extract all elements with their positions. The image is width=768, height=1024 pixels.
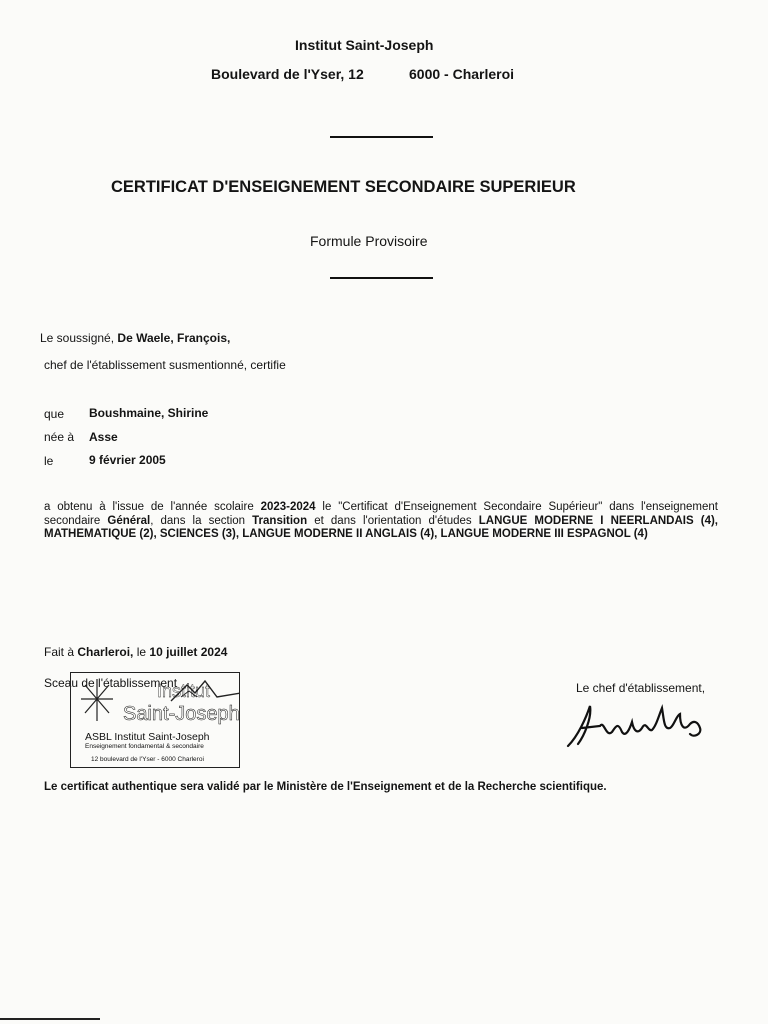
validation-note: Le certificat authentique sera validé par le Ministère de l'Enseignement et de la Recherche scientifique. bbox=[44, 781, 607, 793]
body-part-1: a obtenu à l'issue de l'année scolaire bbox=[44, 501, 254, 513]
stamp-line-1: Institut bbox=[157, 681, 211, 701]
birthdate: 9 février 2005 bbox=[89, 453, 166, 467]
que-label: que bbox=[44, 407, 65, 421]
issued-date: 10 juillet 2024 bbox=[149, 645, 228, 659]
body-part-4: et dans l'orientation d'études bbox=[314, 514, 472, 527]
body-part-2: le "Certificat d'Enseignement Secondaire Supérieur" dans l'enseignement secondaire bbox=[44, 501, 718, 527]
issued-place: Charleroi, bbox=[77, 645, 134, 659]
undersigned-name: De Waele, François, bbox=[117, 331, 231, 345]
orientation: LANGUE MODERNE I NEERLANDAIS (4), MATHEMATIQUE (2), SCIENCES (3), LANGUE MODERNE II ANGLAIS (4), LANGUE MODERNE III ESPAGNOL (4) bbox=[44, 514, 719, 540]
date-label: le bbox=[44, 454, 54, 468]
stamp-line-2: Saint-Joseph bbox=[123, 703, 240, 725]
birthplace: Asse bbox=[89, 430, 118, 444]
seal-label: Sceau de l'établissement bbox=[44, 676, 178, 690]
fait-label: Fait à bbox=[44, 645, 75, 659]
institution-address: Boulevard de l'Yser, 12 bbox=[211, 66, 364, 82]
stamp-star-icon bbox=[77, 675, 117, 725]
student-name: Boushmaine, Shirine bbox=[89, 406, 209, 420]
certificate-subtitle: Formule Provisoire bbox=[310, 233, 428, 249]
undersigned-line bbox=[40, 331, 230, 345]
issued-line bbox=[44, 645, 227, 659]
section: Transition bbox=[252, 514, 308, 527]
institution-name: Institut Saint-Joseph bbox=[295, 37, 434, 53]
signature bbox=[560, 698, 730, 758]
institution-stamp bbox=[70, 672, 240, 768]
education-type: Général bbox=[107, 514, 151, 527]
signature-label: Le chef d'établissement, bbox=[576, 681, 706, 695]
certificate-body bbox=[44, 501, 718, 542]
certificate-title: CERTIFICAT D'ENSEIGNEMENT SECONDAIRE SUPERIEUR bbox=[111, 178, 576, 196]
stamp-line-4: Enseignement fondamental & secondaire bbox=[85, 743, 204, 750]
le-label: le bbox=[136, 645, 147, 659]
institution-city: 6000 - Charleroi bbox=[409, 66, 515, 82]
body-part-3: , dans la section bbox=[150, 514, 246, 527]
stamp-line-5: 12 boulevard de l'Yser - 6000 Charleroi bbox=[91, 756, 204, 763]
stamp-line-3: ASBL Institut Saint-Joseph bbox=[85, 731, 210, 743]
divider-bottom bbox=[330, 277, 433, 279]
born-label: née à bbox=[44, 430, 75, 444]
divider-top bbox=[330, 136, 433, 138]
role-text: chef de l'établissement susmentionné, certifie bbox=[44, 358, 286, 372]
school-year: 2023-2024 bbox=[260, 501, 316, 513]
page-edge-line bbox=[0, 1018, 100, 1020]
undersigned-label: Le soussigné, bbox=[40, 331, 115, 345]
